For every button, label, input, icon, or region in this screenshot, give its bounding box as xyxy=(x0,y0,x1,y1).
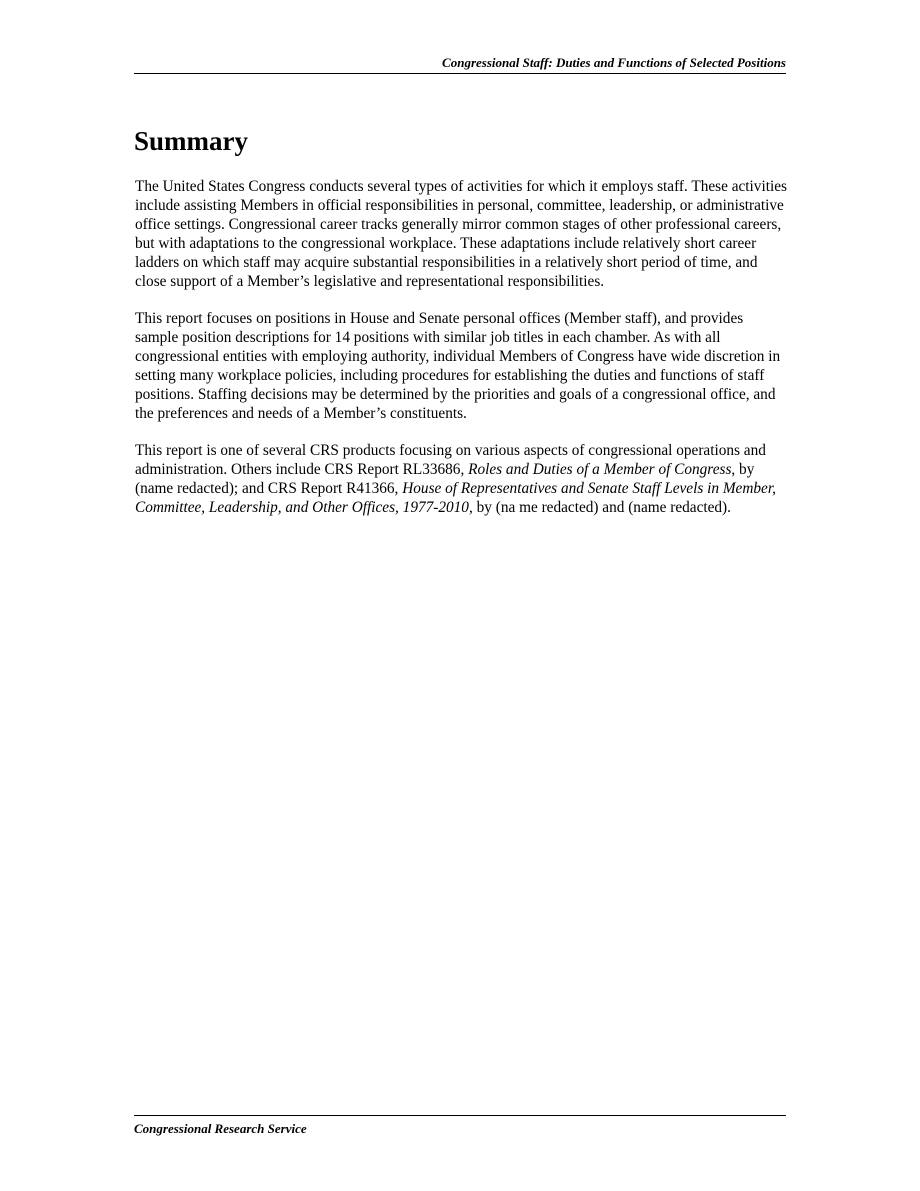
summary-paragraph-1: The United States Congress conducts several types of activities for which it employs staff. These activities include assisting Members in official responsibilities in personal, committee, leadership, or administrative office settings. Congressional career tracks generally mirror common stages of other professional careers, but with adaptations to the congressional workplace. These adaptations include relatively short career ladders on which staff may acquire substantial responsibilities in a relatively short period of time, and close support of a Member’s legislative and representational responsibilities. xyxy=(135,178,787,290)
running-footer-label: Congressional Research Service xyxy=(134,1121,307,1136)
paragraph-3-text-2: , by (name redacted); and CRS Report R41366, xyxy=(135,461,755,497)
report-title-r41366: House of Representatives and Senate Staff Levels in Member, Committee, Leadership, and Other Offices, 1977-2010 xyxy=(135,480,776,516)
summary-paragraph-3 xyxy=(135,441,787,517)
paragraph-3-text-1: This report is one of several CRS products focusing on various aspects of congressional operations and administration. Others include CRS Report RL33686, xyxy=(135,442,766,478)
report-title-rl33686: Roles and Duties of a Member of Congress xyxy=(468,461,732,478)
page-title: Summary xyxy=(134,126,248,156)
summary-paragraph-2: This report focuses on positions in House and Senate personal offices (Member staff), and provides sample position descriptions for 14 positions with similar job titles in each chamber. As with all congressional entities with employing authority, individual Members of Congress have wide discretion in setting many workplace policies, including procedures for establishing the duties and functions of staff positions. Staffing decisions may be determined by the priorities and goals of a congressional office, and the preferences and needs of a Member’s constituents. xyxy=(135,310,781,422)
summary-body xyxy=(135,177,787,535)
running-footer xyxy=(134,1115,786,1137)
paragraph-3-text-3: , by (na me redacted) and (name redacted). xyxy=(468,499,731,516)
running-header xyxy=(134,55,786,74)
running-header-title: Congressional Staff: Duties and Functions of Selected Positions xyxy=(442,55,786,70)
